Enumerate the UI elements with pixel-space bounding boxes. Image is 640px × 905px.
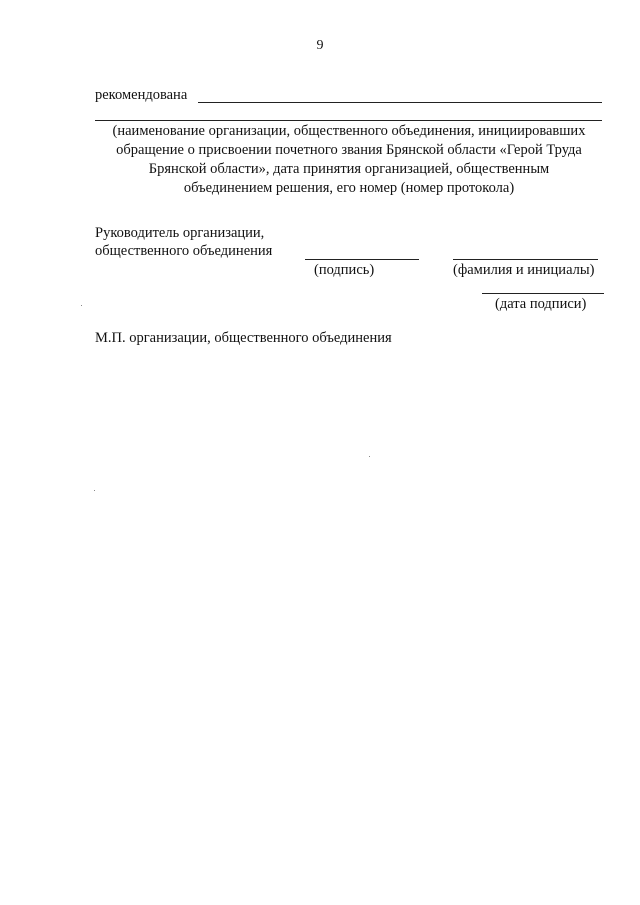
date-line xyxy=(482,293,604,294)
organization-caption xyxy=(95,122,603,198)
name-caption: (фамилия и инициалы) xyxy=(453,262,595,278)
name-line xyxy=(453,259,598,260)
caption-line: объединением решения, его номер (номер протокола) xyxy=(183,180,515,196)
scan-speck xyxy=(94,490,95,491)
caption-line: (наименование организации, общественного объединения, инициировавших xyxy=(112,123,586,139)
head-title-line1: Руководитель организации, xyxy=(95,225,265,241)
stamp-label: М.П. организации, общественного объединения xyxy=(95,330,392,346)
scan-speck xyxy=(369,456,370,457)
recommended-label: рекомендована xyxy=(95,87,188,103)
signature-line xyxy=(305,259,419,260)
recommended-fill-line xyxy=(198,102,602,103)
date-caption: (дата подписи) xyxy=(495,296,587,312)
signature-caption: (подпись) xyxy=(314,262,375,278)
head-title-line2: общественного объединения xyxy=(95,243,273,259)
organization-fill-line xyxy=(95,120,602,121)
caption-line: обращение о присвоении почетного звания Брянской области «Герой Труда xyxy=(116,142,582,158)
scan-speck xyxy=(81,305,82,306)
caption-line: Брянской области», дата принятия организацией, общественным xyxy=(148,161,550,177)
page-number: 9 xyxy=(316,38,324,53)
